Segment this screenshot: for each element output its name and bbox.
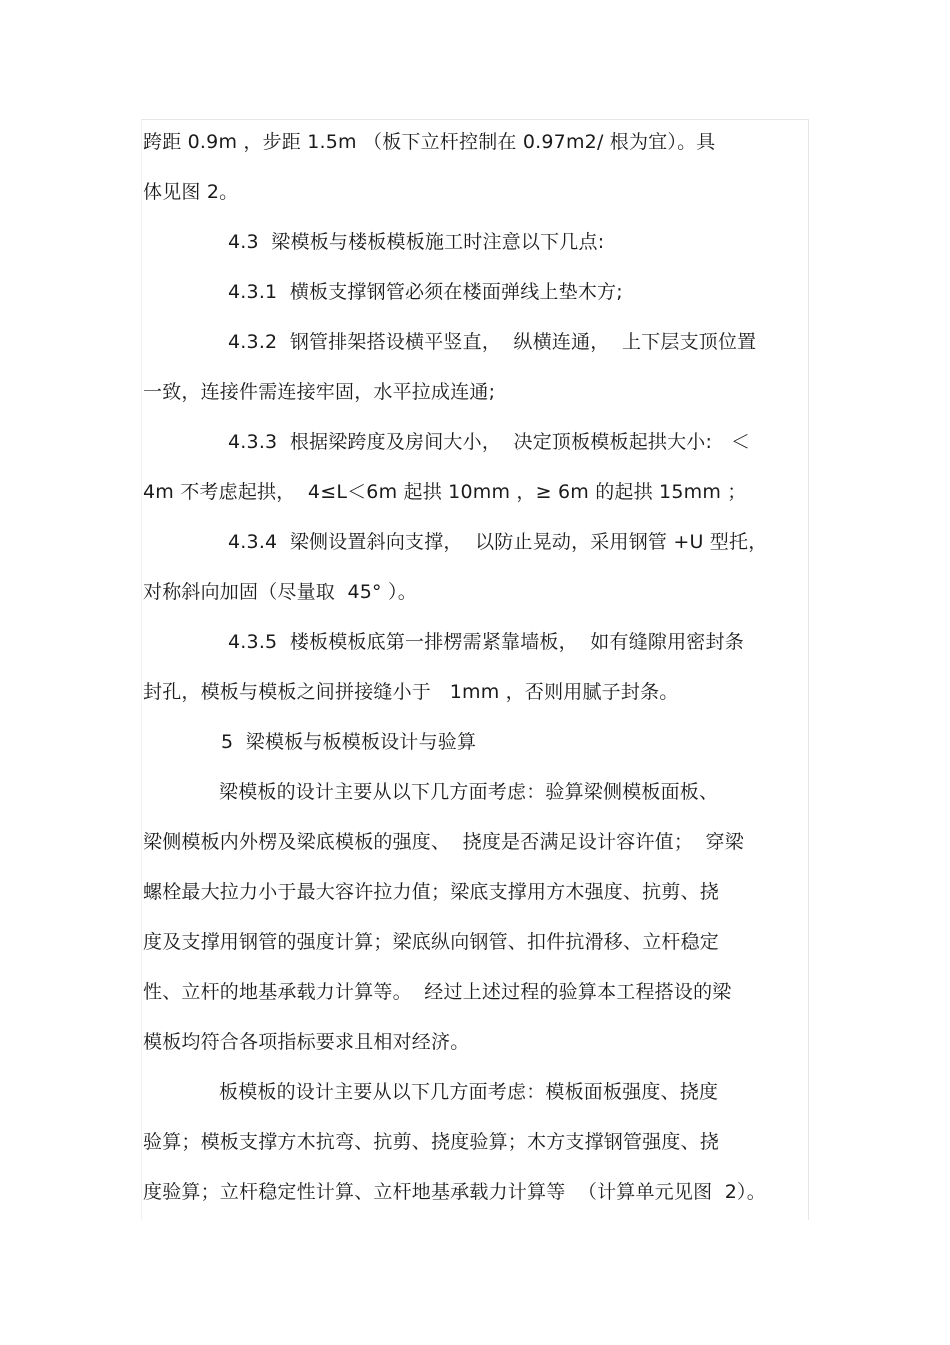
text-line: 跨距 0.9m ，步距 1.5m （板下立杆控制在 0.97m2/ 根为宜）。具	[143, 131, 716, 153]
text-line: 对称斜向加固（尽量取 45° ）。	[143, 581, 417, 603]
list-item: 4.3.1 横板支撑钢管必须在楼面弹线上垫木方;	[228, 281, 623, 303]
text-line: 度验算；立杆稳定性计算、立杆地基承载力计算等 （计算单元见图 2）。	[143, 1181, 766, 1203]
text-line: 封孔，模板与模板之间拼接缝小于 1mm ，否则用腻子封条。	[143, 681, 679, 703]
text-line: 体见图 2。	[143, 181, 239, 203]
section-heading: 4.3 梁模板与楼板模板施工时注意以下几点:	[228, 231, 605, 253]
text-line: 性、立杆的地基承载力计算等。 经过上述过程的验算本工程搭设的梁	[143, 981, 732, 1003]
list-item: 4.3.4 梁侧设置斜向支撑， 以防止晃动，采用钢管 +U 型托，	[228, 531, 768, 553]
text-line: 螺栓最大拉力小于最大容许拉力值；梁底支撑用方木强度、抗剪、挠	[143, 881, 720, 903]
text-line: 验算；模板支撑方木抗弯、抗剪、挠度验算；木方支撑钢管强度、挠	[143, 1131, 720, 1153]
text-line: 4m 不考虑起拱， 4≤L＜6m 起拱 10mm ，≥ 6m 的起拱 15mm ；	[143, 481, 747, 503]
list-item: 4.3.3 根据梁跨度及房间大小， 决定顶板模板起拱大小: ＜	[228, 431, 751, 453]
list-item: 4.3.2 钢管排架搭设横平竖直， 纵横连通， 上下层支顶位置	[228, 331, 757, 353]
section-heading: 5 梁模板与板模板设计与验算	[221, 731, 477, 753]
text-line: 度及支撑用钢管的强度计算；梁底纵向钢管、扣件抗滑移、立杆稳定	[143, 931, 720, 953]
text-line: 一致，连接件需连接牢固，水平拉成连通;	[143, 381, 496, 403]
paragraph-start: 梁模板的设计主要从以下几方面考虑：验算梁侧模板面板、	[219, 781, 719, 803]
paragraph-start: 板模板的设计主要从以下几方面考虑：模板面板强度、挠度	[219, 1081, 719, 1103]
list-item: 4.3.5 楼板模板底第一排楞需紧靠墙板， 如有缝隙用密封条	[228, 631, 744, 653]
text-line: 模板均符合各项指标要求且相对经济。	[143, 1031, 470, 1053]
text-line: 梁侧模板内外楞及梁底模板的强度、 挠度是否满足设计容许值； 穿梁	[143, 831, 744, 853]
